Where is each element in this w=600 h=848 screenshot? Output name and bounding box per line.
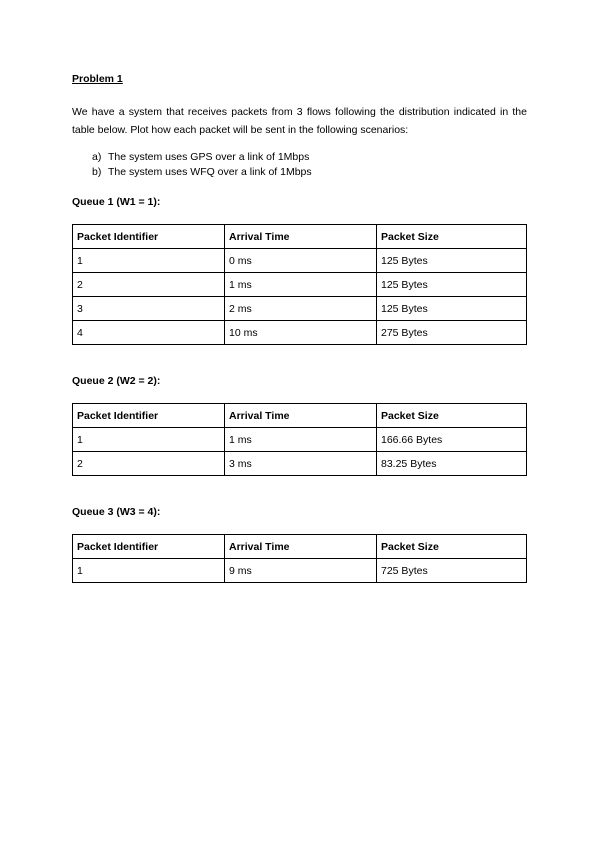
table-row [73,321,527,345]
queue-2-table [72,403,527,476]
table-cell: 1 [73,249,225,273]
list-marker: b) [92,165,102,178]
table-cell: 3 [73,297,225,321]
queue-1-table [72,224,527,345]
table-cell: 125 Bytes [377,297,527,321]
column-header: Packet Size [377,404,527,428]
table-cell: 1 [73,428,225,452]
table-cell: 1 ms [225,273,377,297]
queue-3-heading: Queue 3 (W3 = 4): [72,506,161,518]
table-header-row [73,535,527,559]
table-cell: 0 ms [225,249,377,273]
queue-2-heading: Queue 2 (W2 = 2): [72,375,161,387]
table-cell: 125 Bytes [377,273,527,297]
table-cell: 1 [73,559,225,583]
table-cell: 3 ms [225,452,377,476]
table-cell: 275 Bytes [377,321,527,345]
queue-3-table [72,534,527,583]
table-cell: 725 Bytes [377,559,527,583]
problem-title: Problem 1 [72,73,123,85]
column-header: Packet Identifier [73,404,225,428]
scenario-list [72,150,527,179]
table-cell: 4 [73,321,225,345]
problem-intro: We have a system that receives packets from 3 flows following the distribution indicated in the table below. Plot how each packet will be sent in the following scenarios: [72,106,527,136]
table-row [73,297,527,321]
list-text: The system uses GPS over a link of 1Mbps [108,151,310,163]
table-row [73,428,527,452]
column-header: Packet Identifier [73,225,225,249]
table-row [73,452,527,476]
table-cell: 2 ms [225,297,377,321]
table-cell: 2 [73,273,225,297]
table-cell: 9 ms [225,559,377,583]
document-page [72,72,527,583]
table-header-row [73,225,527,249]
list-item [92,150,527,165]
list-item [92,165,527,180]
table-cell: 166.66 Bytes [377,428,527,452]
list-text: The system uses WFQ over a link of 1Mbps [108,165,312,178]
table-cell: 2 [73,452,225,476]
list-marker: a) [92,151,102,163]
table-row [73,559,527,583]
table-cell: 10 ms [225,321,377,345]
column-header: Packet Identifier [73,535,225,559]
table-header-row [73,404,527,428]
column-header: Packet Size [377,535,527,559]
table-cell: 83.25 Bytes [377,452,527,476]
table-row [73,249,527,273]
column-header: Packet Size [377,225,527,249]
column-header: Arrival Time [225,535,377,559]
table-cell: 1 ms [225,428,377,452]
column-header: Arrival Time [225,404,377,428]
table-cell: 125 Bytes [377,249,527,273]
column-header: Arrival Time [225,225,377,249]
table-row [73,273,527,297]
queue-1-heading: Queue 1 (W1 = 1): [72,196,161,208]
